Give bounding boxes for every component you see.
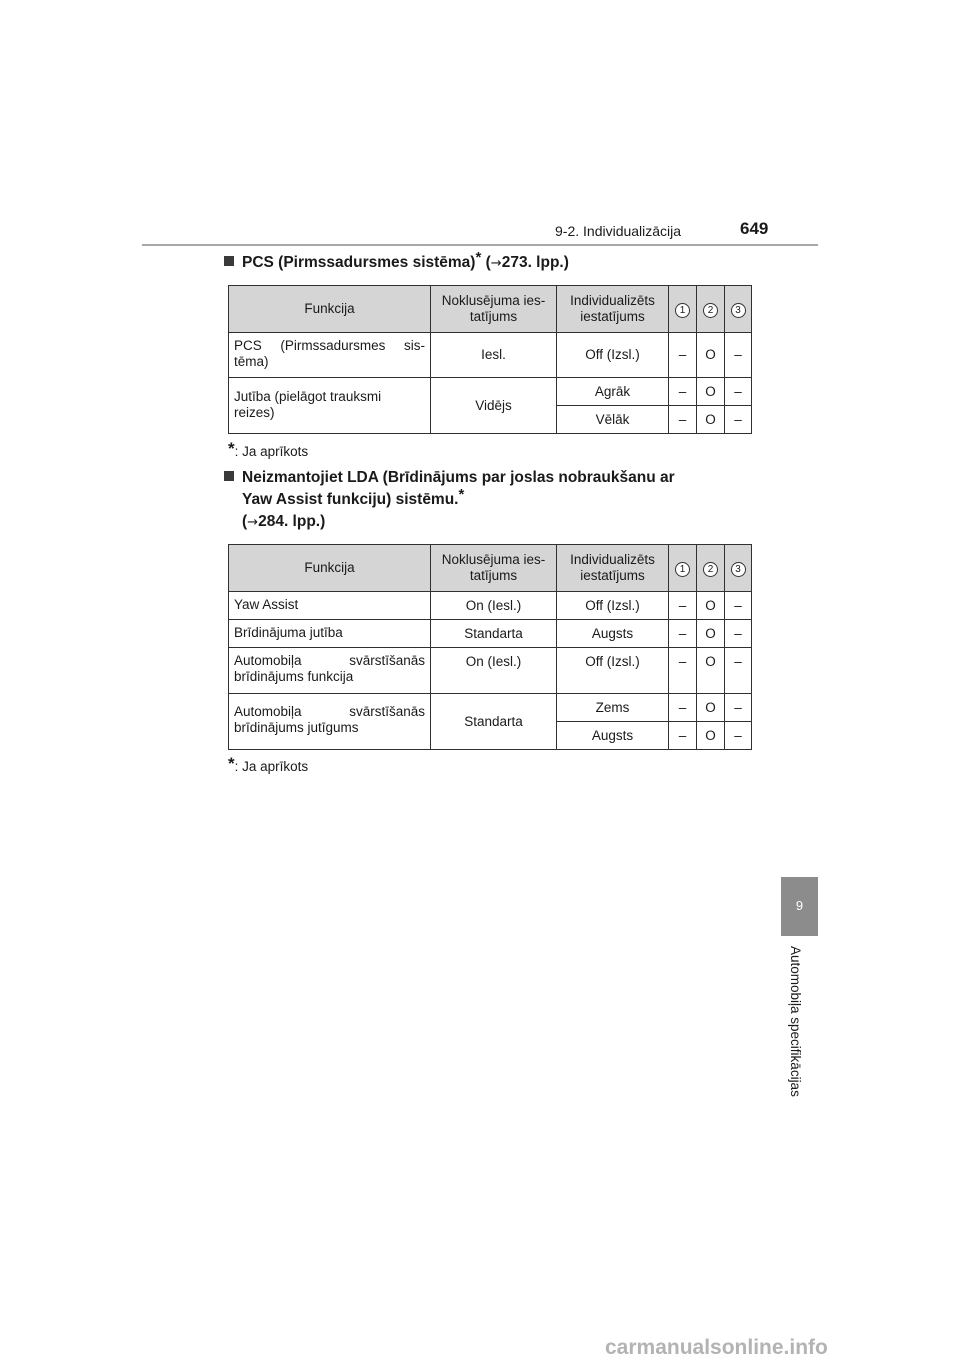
cell-custom: Off (Izsl.) <box>557 333 669 378</box>
cell-mark-1: – <box>669 592 697 620</box>
cell-custom: Zems <box>557 694 669 722</box>
col-header-default: Noklusējuma ies-tatījums <box>431 286 557 333</box>
cell-default: Standarta <box>431 620 557 648</box>
cell-default: Standarta <box>431 694 557 750</box>
cell-mark-2: O <box>697 694 725 722</box>
table-row <box>229 592 752 620</box>
asterisk-marker: * <box>228 439 235 458</box>
cell-funkcija: Automobiļa svārstīšanās brīdinājums funkcija <box>229 648 431 694</box>
cell-mark-3: – <box>725 333 752 378</box>
cell-default: On (Iesl.) <box>431 648 557 694</box>
col-header-3 <box>725 545 752 592</box>
table-row <box>229 378 752 406</box>
col-header-default: Noklusējuma ies-tatījums <box>431 545 557 592</box>
arrow-right-icon: → <box>490 256 502 271</box>
chapter-tab <box>781 877 818 936</box>
cell-custom: Augsts <box>557 722 669 750</box>
chapter-label: Automobiļa specifikācijas <box>788 946 803 1097</box>
cell-mark-3: – <box>725 694 752 722</box>
bullet-square-icon <box>224 256 234 266</box>
cell-default: On (Iesl.) <box>431 592 557 620</box>
footnote: *: Ja aprīkots <box>228 754 309 774</box>
circled-2-icon: 2 <box>703 562 718 577</box>
table-row <box>229 648 752 694</box>
cell-default: Vidējs <box>431 378 557 434</box>
col-header-3 <box>725 286 752 333</box>
cell-custom: Augsts <box>557 620 669 648</box>
section-header: 9-2. Individualizācija <box>555 223 682 239</box>
section2-heading <box>224 467 745 534</box>
col-header-funkcija: Funkcija <box>229 286 431 333</box>
asterisk-marker: * <box>458 486 465 503</box>
section1-heading <box>224 249 569 272</box>
cell-mark-2: O <box>697 722 725 750</box>
page-reference: (→284. lpp.) <box>242 513 326 530</box>
page-reference: (→273. lpp.) <box>485 254 569 271</box>
cell-mark-3: – <box>725 406 752 434</box>
circled-3-icon: 3 <box>731 562 746 577</box>
cell-mark-3: – <box>725 722 752 750</box>
col-header-funkcija: Funkcija <box>229 545 431 592</box>
cell-mark-2: O <box>697 333 725 378</box>
col-header-2 <box>697 545 725 592</box>
cell-default: Iesl. <box>431 333 557 378</box>
page-number: 649 <box>740 219 769 238</box>
header-divider <box>142 244 818 246</box>
cell-mark-2: O <box>697 406 725 434</box>
circled-3-icon: 3 <box>731 303 746 318</box>
table-row <box>229 620 752 648</box>
footnote: *: Ja aprīkots <box>228 439 309 459</box>
cell-funkcija: Automobiļa svārstīšanās brīdinājums jutīgums <box>229 694 431 750</box>
circled-2-icon: 2 <box>703 303 718 318</box>
lda-settings-table <box>228 544 752 750</box>
col-header-custom: Individualizēts iestatījums <box>557 286 669 333</box>
section2-title-line1: Neizmantojiet LDA (Brīdinājums par joslas nobraukšanu ar <box>224 467 745 489</box>
cell-mark-2: O <box>697 620 725 648</box>
cell-mark-2: O <box>697 592 725 620</box>
asterisk-marker: * <box>228 754 235 773</box>
cell-mark-1: – <box>669 648 697 694</box>
table-row <box>229 694 752 722</box>
cell-mark-1: – <box>669 406 697 434</box>
cell-mark-2: O <box>697 378 725 406</box>
col-header-1 <box>669 286 697 333</box>
cell-mark-2: O <box>697 648 725 694</box>
cell-mark-1: – <box>669 722 697 750</box>
cell-funkcija: Yaw Assist <box>229 592 431 620</box>
cell-mark-1: – <box>669 378 697 406</box>
cell-mark-1: – <box>669 620 697 648</box>
cell-mark-1: – <box>669 333 697 378</box>
circled-1-icon: 1 <box>675 303 690 318</box>
cell-funkcija: Jutība (pielāgot trauksmi reizes) <box>229 378 431 434</box>
col-header-custom: Individualizēts iestatījums <box>557 545 669 592</box>
table-row <box>229 333 752 378</box>
cell-mark-1: – <box>669 694 697 722</box>
cell-custom: Off (Izsl.) <box>557 648 669 694</box>
arrow-right-icon: → <box>247 515 259 530</box>
chapter-number: 9 <box>795 898 804 913</box>
col-header-1 <box>669 545 697 592</box>
cell-funkcija: Brīdinājuma jutība <box>229 620 431 648</box>
cell-mark-3: – <box>725 378 752 406</box>
pcs-settings-table <box>228 285 752 434</box>
col-header-2 <box>697 286 725 333</box>
circled-1-icon: 1 <box>675 562 690 577</box>
asterisk-marker: * <box>475 249 482 266</box>
cell-funkcija: PCS (Pirmssadursmes sis-tēma) <box>229 333 431 378</box>
cell-mark-3: – <box>725 620 752 648</box>
cell-mark-3: – <box>725 592 752 620</box>
section1-title: PCS (Pirmssadursmes sistēma) <box>242 254 476 271</box>
cell-custom: Vēlāk <box>557 406 669 434</box>
cell-custom: Off (Izsl.) <box>557 592 669 620</box>
cell-mark-3: – <box>725 648 752 694</box>
bullet-square-icon <box>224 471 234 481</box>
section2-title-line2: Yaw Assist funkciju) sistēmu.* <box>242 486 465 508</box>
watermark: carmanualsonline.info <box>605 1336 828 1359</box>
cell-custom: Agrāk <box>557 378 669 406</box>
